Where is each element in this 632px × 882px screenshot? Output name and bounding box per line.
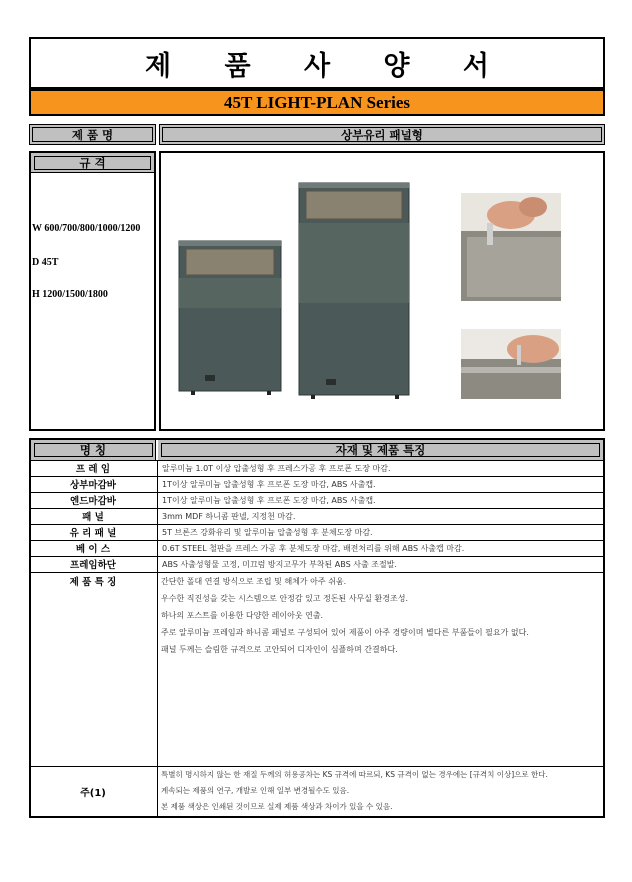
material-column-header: 자재 및 제품 특징	[158, 440, 603, 460]
feature-label: 제 품 특 징	[69, 577, 117, 588]
product-image-area	[159, 151, 605, 431]
table-row	[29, 476, 605, 492]
row-label: 상부마감바	[29, 476, 158, 492]
feature-item: 우수한 직진성을 갖는 시스템으로 안정감 있고 정돈된 사무실 환경조성.	[161, 594, 408, 603]
row-label: 유 리 패 널	[29, 524, 158, 540]
row-description: 1T이상 알루미늄 압출성형 후 프로폰 도장 마감, ABS 사출캡.	[162, 495, 376, 505]
document-title: 제 품 사 양 서	[29, 37, 605, 89]
note-item: 본 제품 색상은 인쇄된 것이므로 실제 제품 색상과 차이가 있을 수 있음.	[161, 802, 393, 811]
row-description: 3mm MDF 하니콤 판넬, 지정천 마감.	[162, 511, 296, 521]
note-label: 주(1)	[29, 766, 158, 816]
row-label: 엔드마감바	[29, 492, 158, 508]
product-illustration	[161, 153, 603, 429]
row-description: 0.6T STEEL 철판을 프레스 가공 후 분체도장 마감, 배전처리를 위해 ABS 사출캡 마감.	[162, 543, 465, 553]
row-description: 5T 브론즈 강화유리 및 알루미늄 압출성형 후 분체도장 마감.	[162, 527, 373, 537]
detail-photo-bottom	[461, 329, 561, 399]
note-item: 특별히 명시하지 않는 한 재질 두께의 허용공차는 KS 규격에 따르되, KS 규격이 없는 경우에는 [규격치 이상]으로 한다.	[161, 770, 548, 779]
name-column-header: 명 칭	[31, 440, 156, 460]
row-label: 프 레 임	[29, 460, 158, 476]
row-description: 1T이상 알루미늄 압출성형 후 프로폰 도장 마감, ABS 사출캡.	[162, 479, 376, 489]
table-row	[29, 540, 605, 556]
row-label: 베 이 스	[29, 540, 158, 556]
feature-item: 간단한 폴대 연결 방식으로 조립 및 해체가 아주 쉬움.	[161, 577, 347, 586]
spec-width: W 600/700/800/1000/1200	[32, 223, 141, 234]
product-name-value: 상부유리 패널형	[159, 124, 605, 145]
note-item: 계속되는 제품의 연구, 개발로 인해 일부 변경될수도 있음.	[161, 786, 350, 795]
feature-label-cell	[29, 572, 158, 766]
series-banner: 45T LIGHT-PLAN Series	[29, 89, 605, 116]
table-row	[29, 524, 605, 540]
row-description: 알루미늄 1.0T 이상 압출성형 후 프레스가공 후 프로폰 도장 마감.	[162, 463, 391, 473]
small-panel-image	[179, 241, 281, 395]
name-column-divider	[157, 460, 158, 572]
product-name-label: 제 품 명	[29, 124, 156, 145]
spec-label: 규 격	[31, 153, 154, 173]
table-row	[29, 508, 605, 524]
detail-photo-top	[461, 193, 561, 301]
row-description: ABS 사출성형물 고정, 미끄럼 방지고무가 부착된 ABS 사출 조절발.	[162, 559, 397, 569]
spec-height: H 1200/1500/1800	[32, 289, 108, 300]
table-row	[29, 460, 605, 476]
table-row	[29, 492, 605, 508]
feature-item: 패널 두께는 슬림한 규격으로 고안되어 디자인이 심플하며 간결하다.	[161, 645, 398, 654]
spec-depth: D 45T	[32, 257, 59, 268]
large-panel-image	[299, 183, 409, 399]
feature-item: 주로 알루미늄 프레임과 하니콤 패널로 구성되어 있어 제품이 아주 경량이며 별다른 부품들이 필요가 없다.	[161, 628, 529, 637]
feature-item: 하나의 포스트를 이용한 다양한 레이아웃 연출.	[161, 611, 324, 620]
table-row	[29, 556, 605, 572]
row-label: 프레임하단	[29, 556, 158, 572]
row-label: 패 널	[29, 508, 158, 524]
